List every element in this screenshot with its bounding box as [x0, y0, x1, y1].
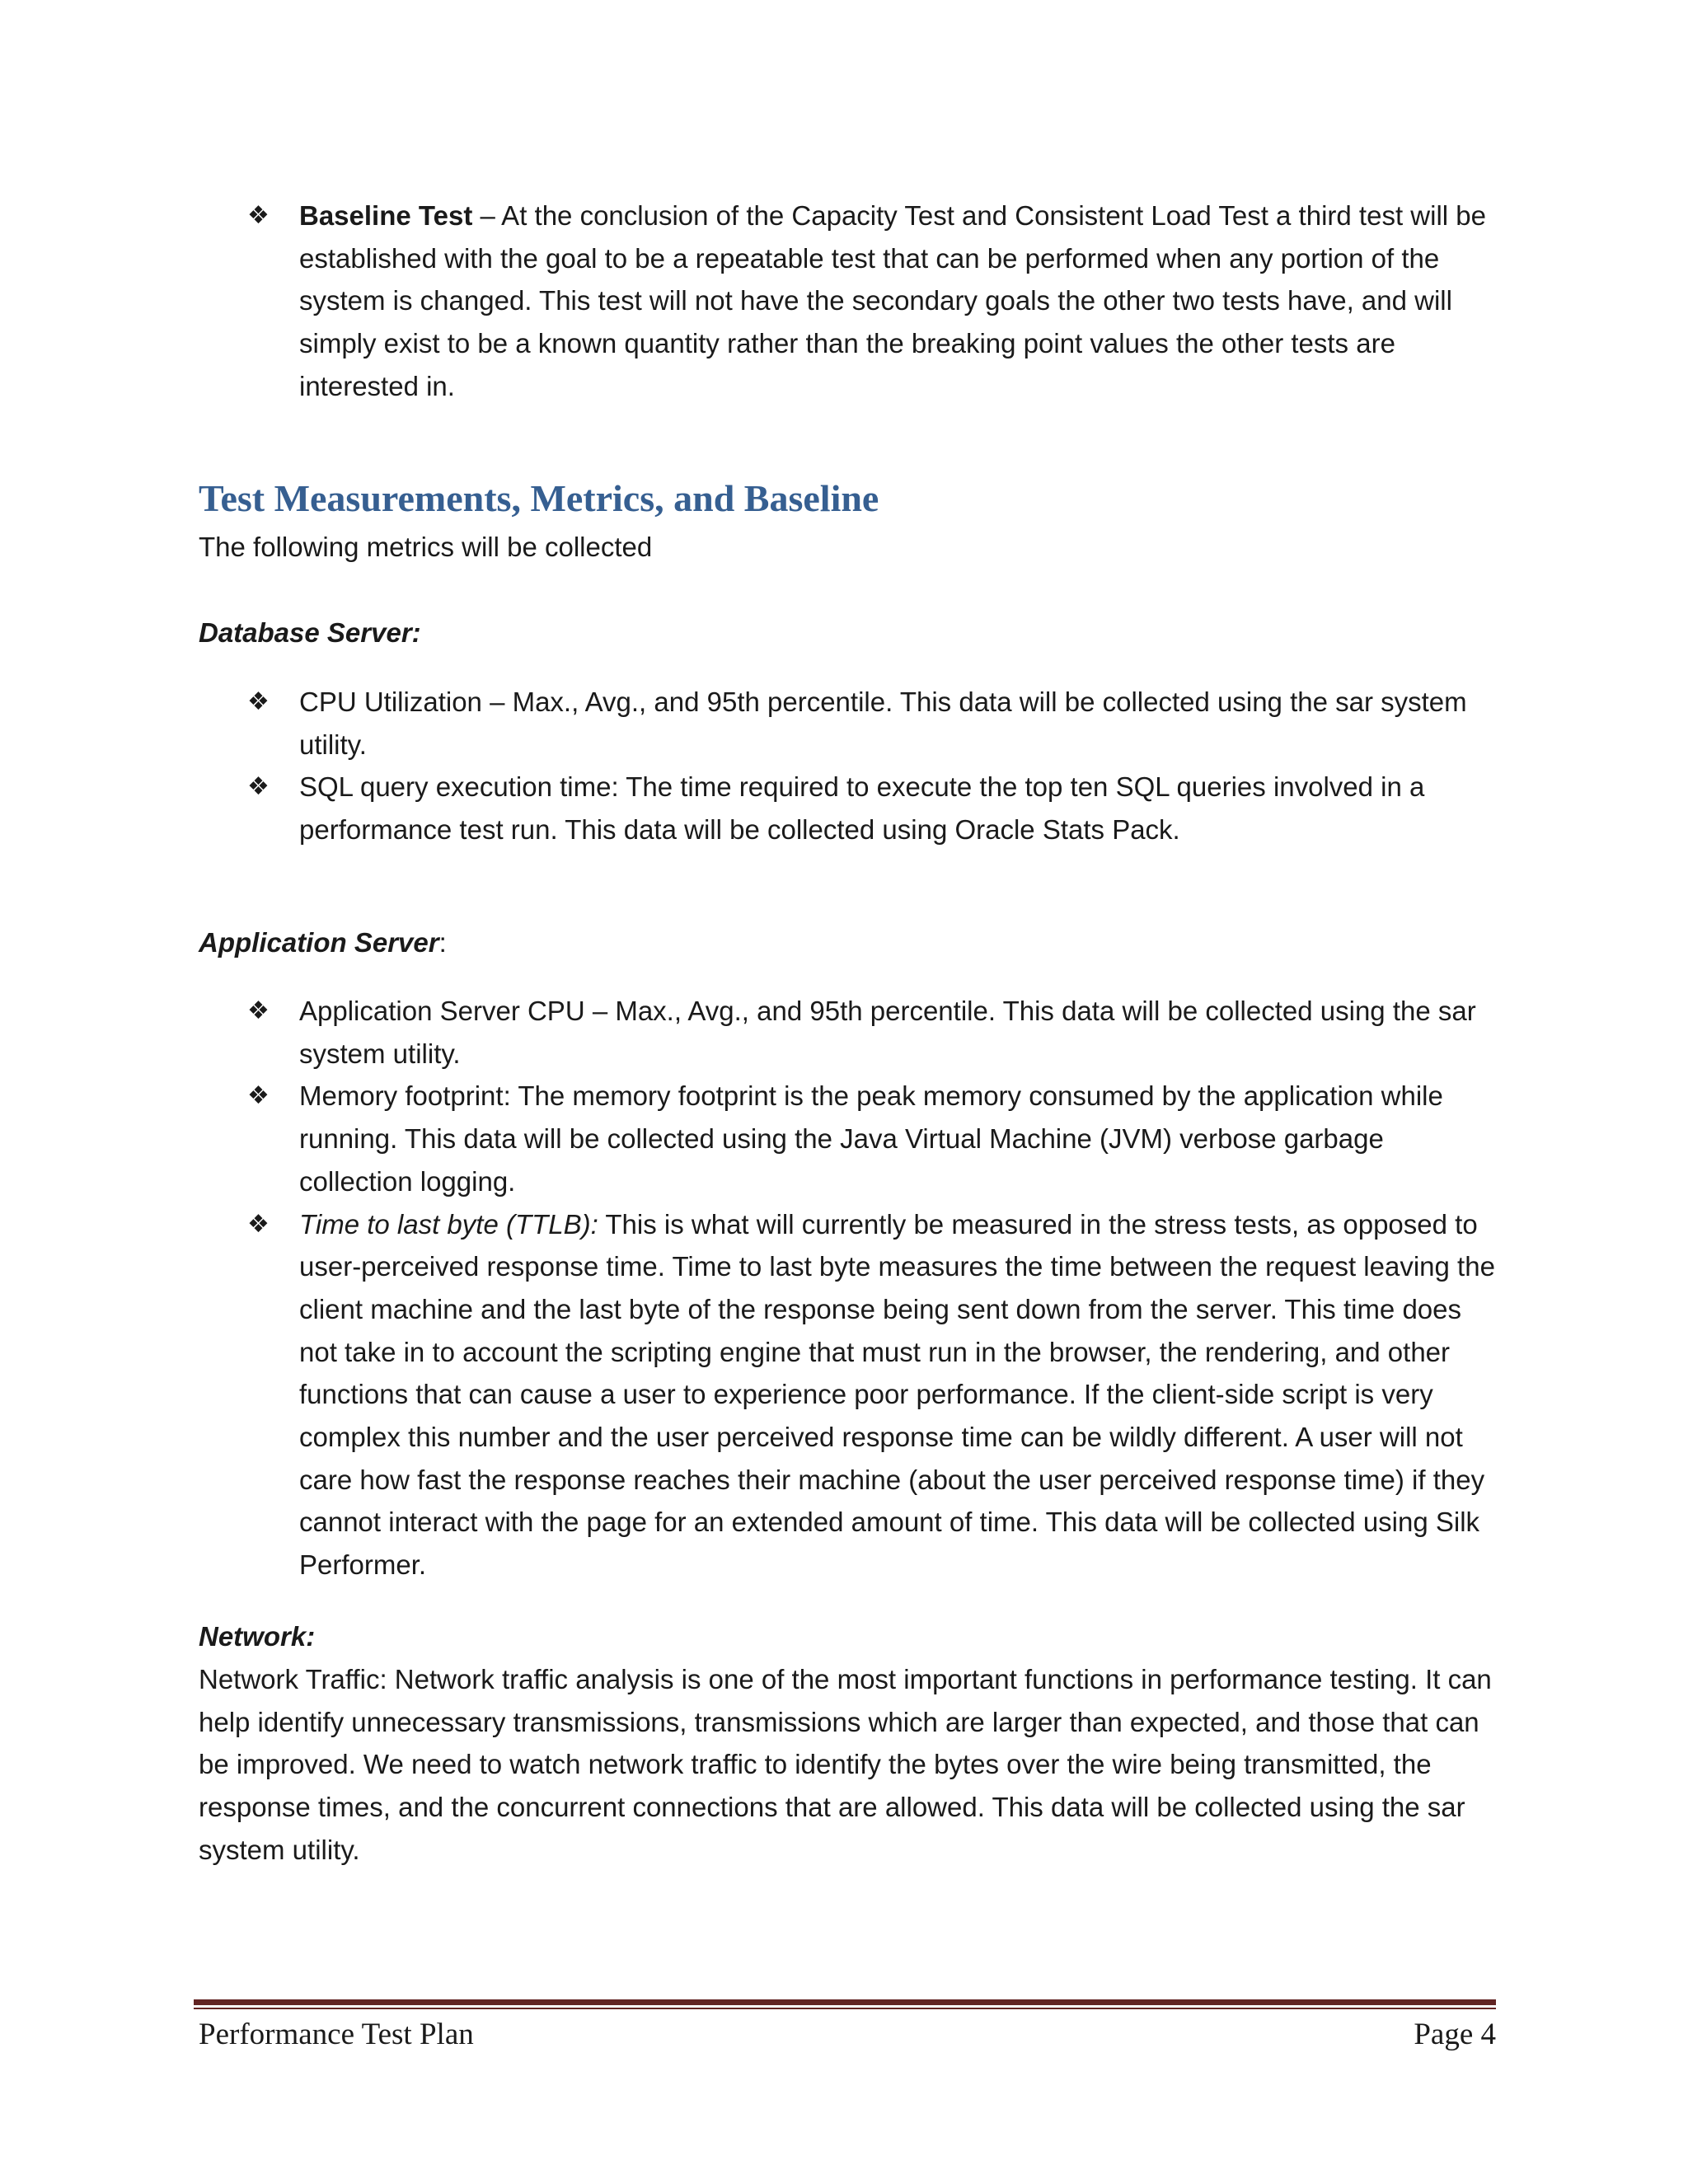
application-metrics-list [247, 990, 1500, 1586]
baseline-test-text: – At the conclusion of the Capacity Test and Consistent Load Test a third test will be established with the goal to be a repeatable test that can be performed when any portion of the system is changed. This test will not have the secondary goals the other two tests have, and will simply exist to be a known quantity rather than the breaking point values the other tests are interested in. [299, 200, 1486, 401]
network-paragraph: Network Traffic: Network traffic analysis is one of the most important functions in performance testing. It can help identify unnecessary transmissions, transmissions which are larger than expected, and those that can be improved. We need to watch network traffic to identify the bytes over the wire being transmitted, the response times, and the concurrent connections that are allowed. This data will be collected using the sar system utility. [199, 1664, 1492, 1865]
footer-rule-thick [194, 1999, 1496, 2005]
ttlb-term: Time to last byte (TTLB): [299, 1208, 598, 1240]
list-item [247, 681, 1500, 766]
baseline-bullet-list [247, 194, 1500, 408]
list-item-text: SQL query execution time: The time required to execute the top ten SQL queries involved in a performance test run. This data will be collected using Oracle Stats Pack. [299, 771, 1425, 846]
footer-page-number: Page 4 [1414, 2018, 1496, 2051]
diamond-bullet-icon: ❖ [247, 997, 270, 1024]
application-server-subhead-colon: : [438, 927, 447, 958]
list-item-text: Application Server CPU – Max., Avg., and 95th percentile. This data will be collected using the sar system utility. [299, 996, 1476, 1069]
database-server-subhead: Database Server: [199, 617, 421, 648]
list-item [247, 990, 1500, 1075]
list-item [247, 1203, 1500, 1586]
section-heading: Test Measurements, Metrics, and Baseline [199, 477, 879, 519]
network-subhead: Network: [199, 1621, 316, 1652]
diamond-bullet-icon: ❖ [247, 773, 270, 801]
list-item [247, 1075, 1500, 1202]
footer-rule-thin [194, 2008, 1496, 2009]
diamond-bullet-icon: ❖ [247, 1210, 270, 1238]
diamond-bullet-icon: ❖ [247, 688, 270, 715]
footer-title: Performance Test Plan [199, 2018, 474, 2051]
application-server-subhead [199, 921, 447, 964]
diamond-bullet-icon: ❖ [247, 202, 270, 229]
list-item [247, 766, 1500, 851]
section-intro: The following metrics will be collected [199, 532, 653, 562]
ttlb-text: This is what will currently be measured in the stress tests, as opposed to user-perceived response time. Time to last byte measures the time between the request leaving the client machine and the last byte of the response being sent down from the server. This time does not take in to account the scripting engine that must run in the browser, the rendering, and other functions that can cause a user to experience poor performance. If the client-side script is very complex this number and the user perceived response time can be wildly different. A user will not care how fast the response reaches their machine (about the user perceived response time) if they cannot interact with the page for an extended amount of time. This data will be collected using Silk Performer. [299, 1208, 1495, 1581]
diamond-bullet-icon: ❖ [247, 1082, 270, 1110]
list-item-text: Memory footprint: The memory footprint is the peak memory consumed by the application while running. This data will be collected using the Java Virtual Machine (JVM) verbose garbage collection logging. [299, 1080, 1443, 1197]
database-metrics-list [247, 681, 1500, 851]
list-item-text: CPU Utilization – Max., Avg., and 95th percentile. This data will be collected using the sar system utility. [299, 687, 1467, 760]
application-server-subhead-label: Application Server [199, 927, 439, 958]
baseline-test-term: Baseline Test [299, 200, 473, 231]
baseline-test-item [247, 194, 1500, 408]
